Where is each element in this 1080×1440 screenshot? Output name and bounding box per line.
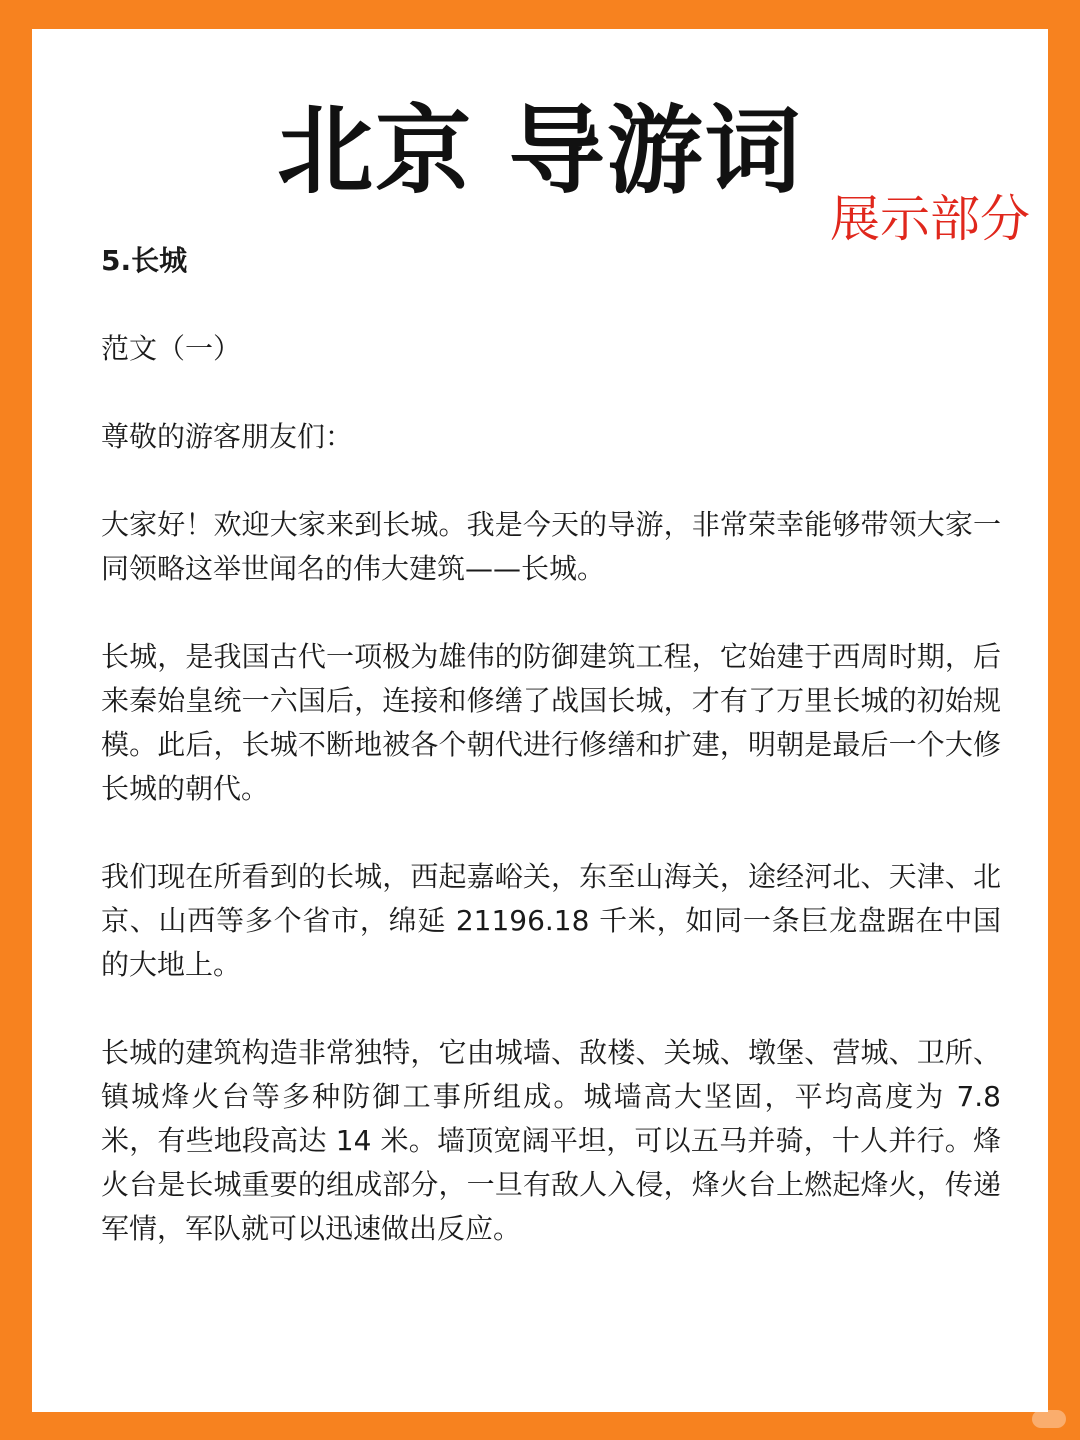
- paragraph-structure: 长城的建筑构造非常独特，它由城墙、敌楼、关城、墩堡、营城、卫所、镇城烽火台等多种防御工事所组成。城墙高大坚固，平均高度为 7.8 米，有些地段高达 14 米。墙顶宽阔平坦，可以五马并骑，十人并行。烽火台是长城重要的组成部分，一旦有敌人入侵，烽火台上燃起烽火，传递军情，军队就可以迅速做出反应。: [101, 1036, 1001, 1245]
- preview-badge: 展示部分: [830, 190, 1030, 248]
- page-title: 北京 导游词: [277, 95, 803, 207]
- watermark-mark: [1032, 1410, 1066, 1428]
- paragraph-welcome: 大家好！欢迎大家来到长城。我是今天的导游，非常荣幸能够带领大家一同领略这举世闻名的伟大建筑——长城。: [101, 508, 1001, 585]
- paragraph-route: 我们现在所看到的长城，西起嘉峪关，东至山海关，途经河北、天津、北京、山西等多个省市，绵延 21196.18 千米，如同一条巨龙盘踞在中国的大地上。: [101, 860, 1001, 981]
- section-heading: 5.长城: [101, 244, 188, 277]
- subheading: 范文（一）: [101, 332, 242, 365]
- greeting: 尊敬的游客朋友们：: [101, 420, 354, 453]
- paragraph-history: 长城，是我国古代一项极为雄伟的防御建筑工程，它始建于西周时期，后来秦始皇统一六国后，连接和修缮了战国长城，才有了万里长城的初始规模。此后，长城不断地被各个朝代进行修缮和扩建，明朝是最后一个大修长城的朝代。: [101, 640, 1001, 805]
- document-body: [101, 239, 1001, 1295]
- document-page: [32, 29, 1048, 1412]
